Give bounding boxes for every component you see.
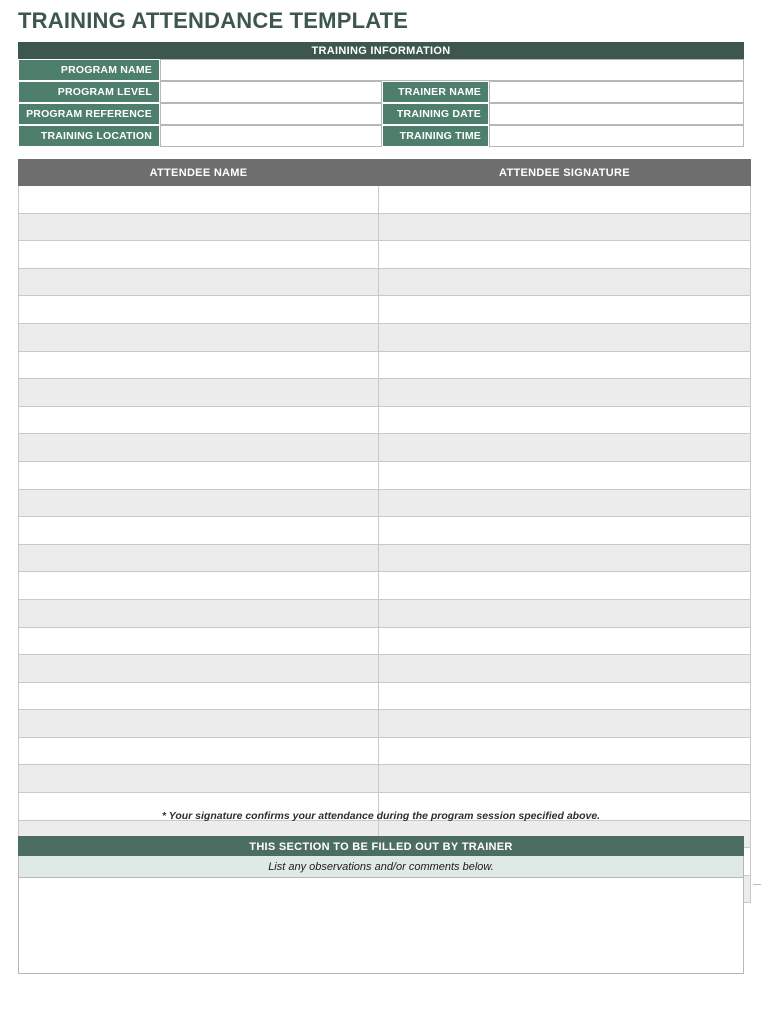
info-row-program-reference	[18, 103, 744, 125]
table-row	[19, 572, 751, 600]
table-row	[19, 296, 751, 324]
label-program-name: PROGRAM NAME	[18, 59, 160, 81]
cell-attendee-name[interactable]	[19, 461, 379, 489]
cell-attendee-signature[interactable]	[379, 461, 751, 489]
label-program-reference: PROGRAM REFERENCE	[18, 103, 160, 125]
label-training-date: TRAINING DATE	[382, 103, 489, 125]
cell-attendee-name[interactable]	[19, 682, 379, 710]
cell-attendee-name[interactable]	[19, 406, 379, 434]
table-row	[19, 434, 751, 462]
trainer-section	[18, 836, 744, 974]
table-row	[19, 323, 751, 351]
trainer-section-subheader: List any observations and/or comments below.	[18, 856, 744, 878]
cell-attendee-name[interactable]	[19, 627, 379, 655]
label-training-time: TRAINING TIME	[382, 125, 489, 147]
table-row	[19, 241, 751, 269]
trainer-section-header: THIS SECTION TO BE FILLED OUT BY TRAINER	[18, 836, 744, 856]
input-training-location[interactable]	[160, 125, 382, 147]
table-row	[19, 655, 751, 683]
cell-attendee-name[interactable]	[19, 517, 379, 545]
table-row	[19, 213, 751, 241]
input-trainer-name[interactable]	[489, 81, 744, 103]
cell-attendee-signature[interactable]	[379, 599, 751, 627]
input-training-date[interactable]	[489, 103, 744, 125]
cell-attendee-signature[interactable]	[379, 296, 751, 324]
cell-attendee-name[interactable]	[19, 434, 379, 462]
table-row	[19, 627, 751, 655]
label-program-level: PROGRAM LEVEL	[18, 81, 160, 103]
cell-attendee-name[interactable]	[19, 765, 379, 793]
cell-attendee-name[interactable]	[19, 655, 379, 683]
cell-attendee-name[interactable]	[19, 572, 379, 600]
table-row	[19, 544, 751, 572]
info-row-program-level	[18, 81, 744, 103]
input-program-level[interactable]	[160, 81, 382, 103]
cell-attendee-signature[interactable]	[379, 323, 751, 351]
table-row	[19, 517, 751, 545]
column-header-attendee-signature: ATTENDEE SIGNATURE	[379, 160, 751, 186]
column-header-attendee-name: ATTENDEE NAME	[19, 160, 379, 186]
cell-attendee-name[interactable]	[19, 710, 379, 738]
cell-attendee-signature[interactable]	[379, 682, 751, 710]
info-row-program-name	[18, 59, 744, 81]
attendance-footnote: * Your signature confirms your attendance during the program session specified above.	[161, 810, 601, 822]
table-row	[19, 765, 751, 793]
cell-attendee-signature[interactable]	[379, 434, 751, 462]
page-title: TRAINING ATTENDANCE TEMPLATE	[18, 8, 409, 33]
table-row	[19, 406, 751, 434]
table-row	[19, 489, 751, 517]
table-row	[19, 186, 751, 214]
cell-attendee-signature[interactable]	[379, 379, 751, 407]
attendee-table	[18, 159, 751, 903]
cell-attendee-signature[interactable]	[379, 544, 751, 572]
input-training-time[interactable]	[489, 125, 744, 147]
input-program-reference[interactable]	[160, 103, 382, 125]
cell-attendee-name[interactable]	[19, 379, 379, 407]
cell-attendee-name[interactable]	[19, 544, 379, 572]
cell-attendee-name[interactable]	[19, 296, 379, 324]
table-row	[19, 599, 751, 627]
table-row	[19, 461, 751, 489]
cell-attendee-signature[interactable]	[379, 572, 751, 600]
cell-attendee-name[interactable]	[19, 489, 379, 517]
input-program-name[interactable]	[160, 59, 744, 81]
cell-attendee-signature[interactable]	[379, 186, 751, 214]
cell-attendee-signature[interactable]	[379, 489, 751, 517]
cell-attendee-name[interactable]	[19, 599, 379, 627]
table-row	[19, 379, 751, 407]
cell-attendee-signature[interactable]	[379, 655, 751, 683]
cell-attendee-name[interactable]	[19, 186, 379, 214]
cell-attendee-signature[interactable]	[379, 710, 751, 738]
training-information-section	[18, 42, 744, 147]
trainer-notes-area[interactable]	[18, 878, 744, 974]
cell-attendee-signature[interactable]	[379, 737, 751, 765]
cell-attendee-signature[interactable]	[379, 213, 751, 241]
table-row	[19, 710, 751, 738]
table-row	[19, 682, 751, 710]
cell-attendee-signature[interactable]	[379, 351, 751, 379]
cell-attendee-name[interactable]	[19, 268, 379, 296]
page-edge-mark	[753, 884, 761, 885]
cell-attendee-signature[interactable]	[379, 517, 751, 545]
label-training-location: TRAINING LOCATION	[18, 125, 160, 147]
cell-attendee-signature[interactable]	[379, 268, 751, 296]
info-row-training-location	[18, 125, 744, 147]
table-row	[19, 268, 751, 296]
cell-attendee-name[interactable]	[19, 737, 379, 765]
table-row	[19, 351, 751, 379]
label-trainer-name: TRAINER NAME	[382, 81, 489, 103]
cell-attendee-signature[interactable]	[379, 241, 751, 269]
attendee-table-header-row	[19, 160, 751, 186]
cell-attendee-name[interactable]	[19, 323, 379, 351]
cell-attendee-signature[interactable]	[379, 765, 751, 793]
cell-attendee-name[interactable]	[19, 241, 379, 269]
cell-attendee-name[interactable]	[19, 213, 379, 241]
cell-attendee-name[interactable]	[19, 351, 379, 379]
training-information-header: TRAINING INFORMATION	[18, 42, 744, 59]
cell-attendee-signature[interactable]	[379, 406, 751, 434]
table-row	[19, 737, 751, 765]
attendee-table-body	[19, 186, 751, 903]
cell-attendee-signature[interactable]	[379, 627, 751, 655]
